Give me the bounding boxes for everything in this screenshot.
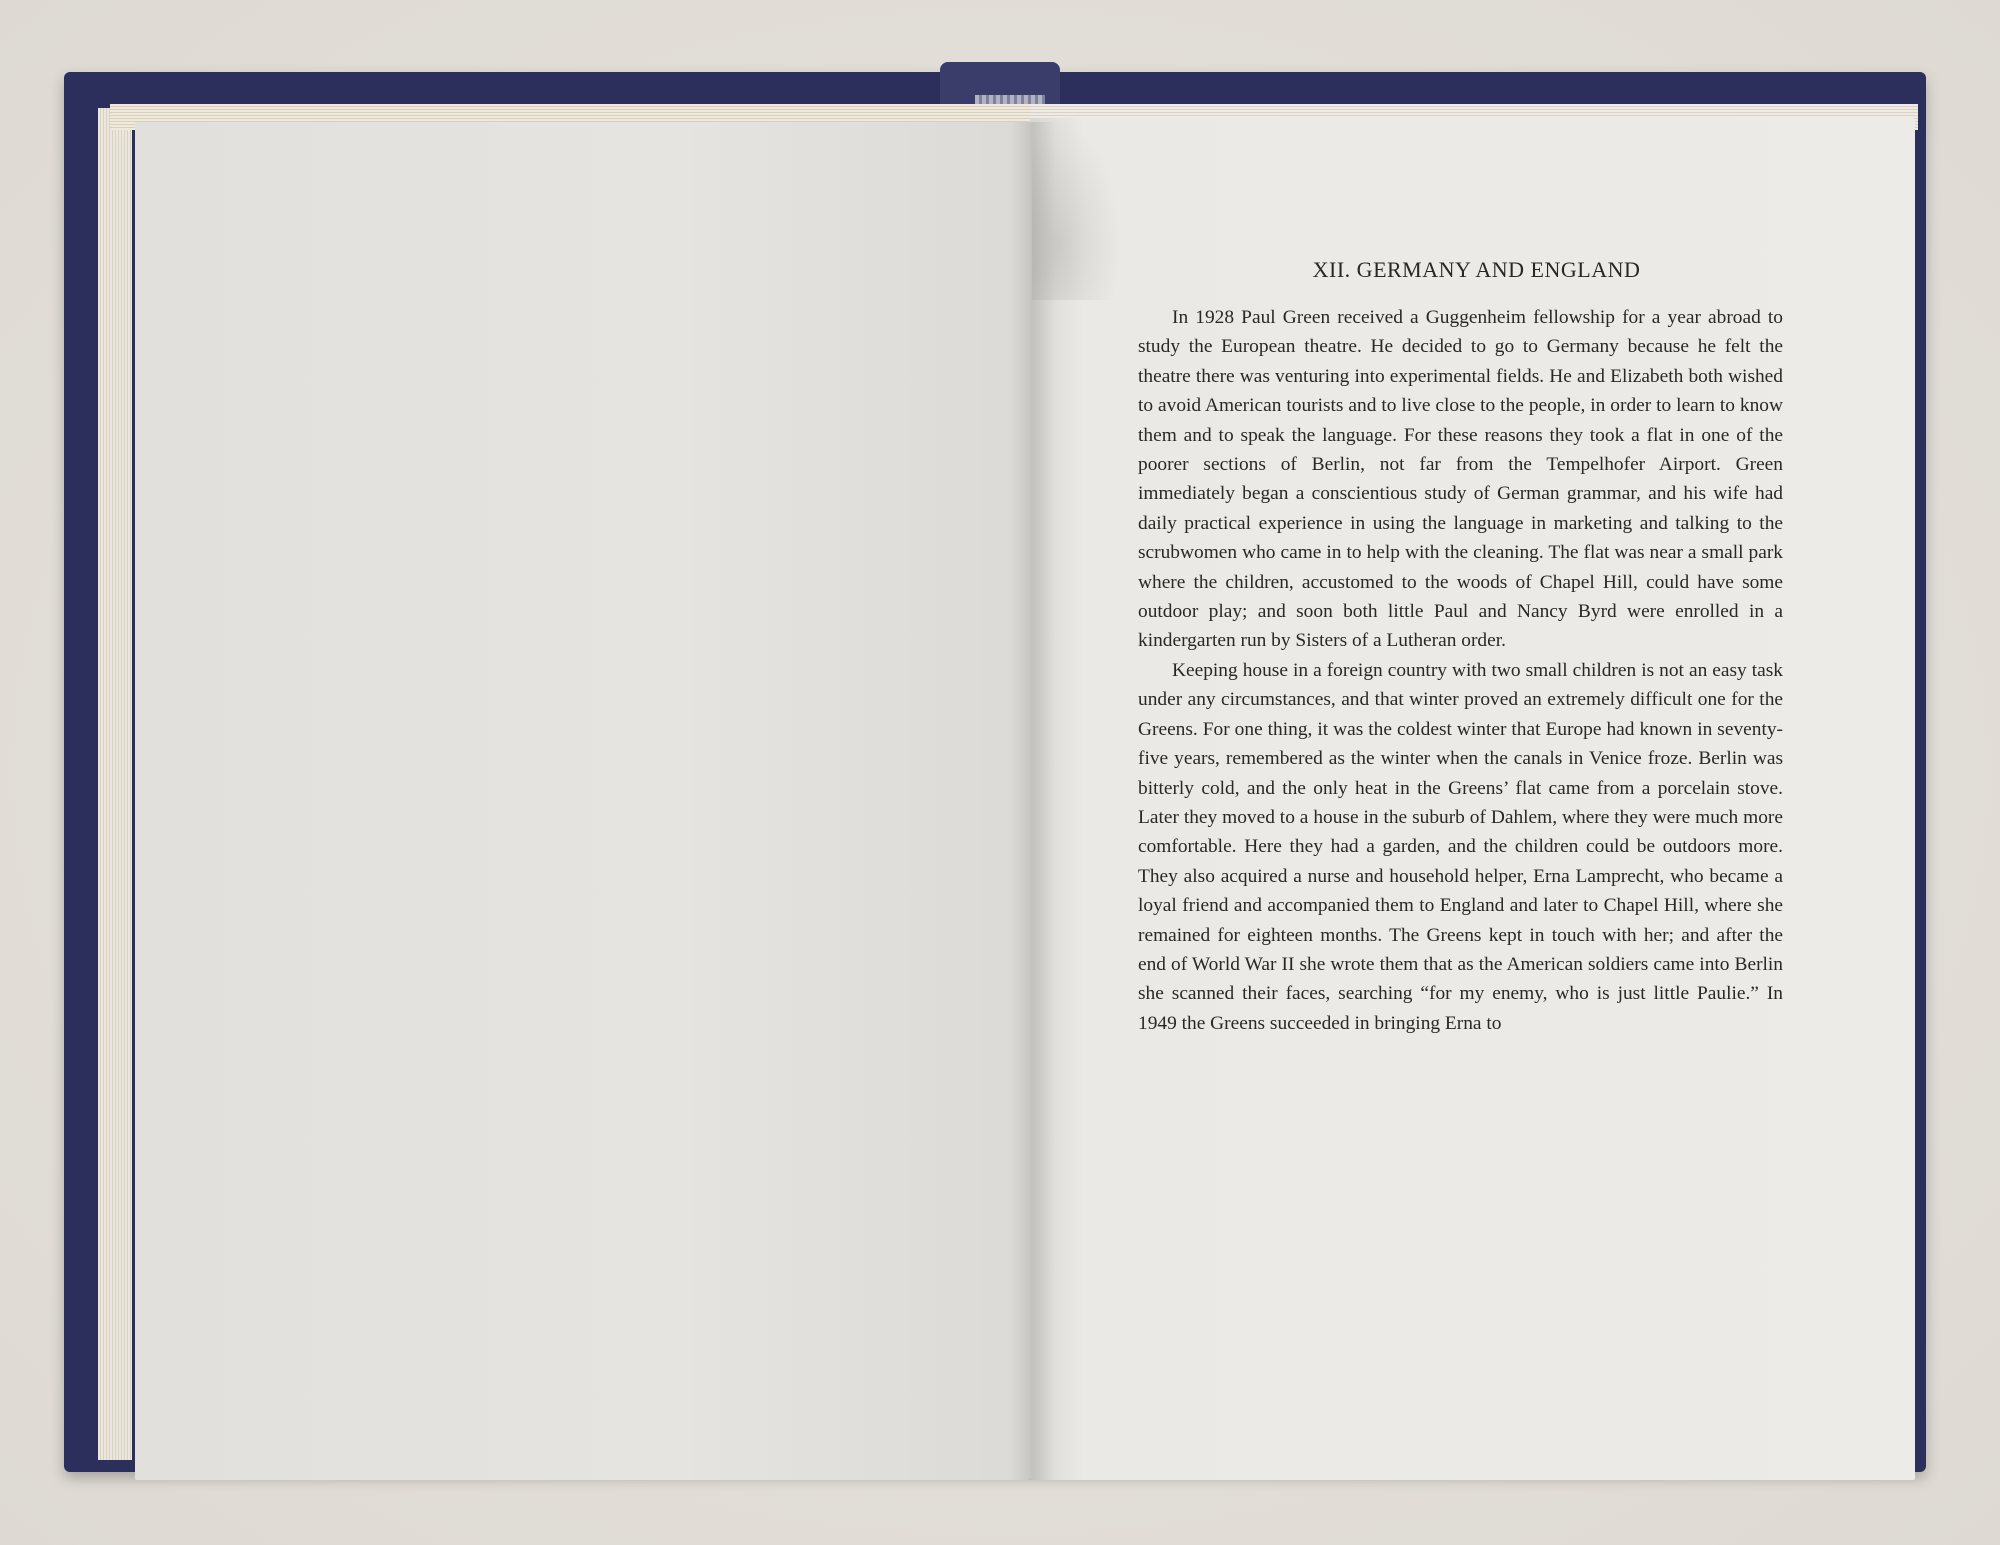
page-crease <box>1032 120 1122 300</box>
paragraph: In 1928 Paul Green received a Guggenheim fellowship for a year abroad to study the European theatre. He decided to go to Germany because he felt the theatre there was venturing into experimental fields. He and Elizabeth both wished to avoid American tourists and to live close to the people, in order to learn to know them and to speak the language. For these reasons they took a flat in one of the poorer sections of Berlin, not far from the Tempelhofer Airport. Green immediately began a conscientious study of German grammar, and his wife had daily practical experience in using the language in marketing and talking to the scrubwomen who came in to help with the cleaning. The flat was near a small park where the children, accustomed to the woods of Chapel Hill, could have some outdoor play; and soon both little Paul and Nancy Byrd were enrolled in a kindergarten run by Sisters of a Lutheran order. <box>1138 307 1783 652</box>
paragraph: Keeping house in a foreign country with two small children is not an easy task under any circumstances, and that winter proved an extremely difficult one for the Greens. For one thing, it was the coldest winter that Europe had known in seventy-five years, remembered as the winter when the canals in Venice froze. Berlin was bitterly cold, and the only heat in the Greens’ flat came from a porcelain stove. Later they moved to a house in the suburb of Dahlem, where they were much more comfortable. Here they had a garden, and the children could be outdoors more. They also acquired a nurse and household helper, Erna Lamprecht, who became a loyal friend and accompanied them to England and later to Chapel Hill, where she remained for eighteen months. The Greens kept in touch with her; and after the end of World War II she wrote them that as the American soldiers came into Berlin she scanned their faces, searching “for my enemy, who is just little Paulie.” In 1949 the Greens succeeded in bringing Erna to <box>1138 659 1783 1034</box>
left-page <box>135 122 1030 1480</box>
chapter-title: XII. GERMANY AND ENGLAND <box>1312 257 1641 282</box>
right-page-text <box>1138 255 1783 1038</box>
gutter-shadow <box>1010 122 1056 1480</box>
page-edges-left <box>98 108 132 1460</box>
